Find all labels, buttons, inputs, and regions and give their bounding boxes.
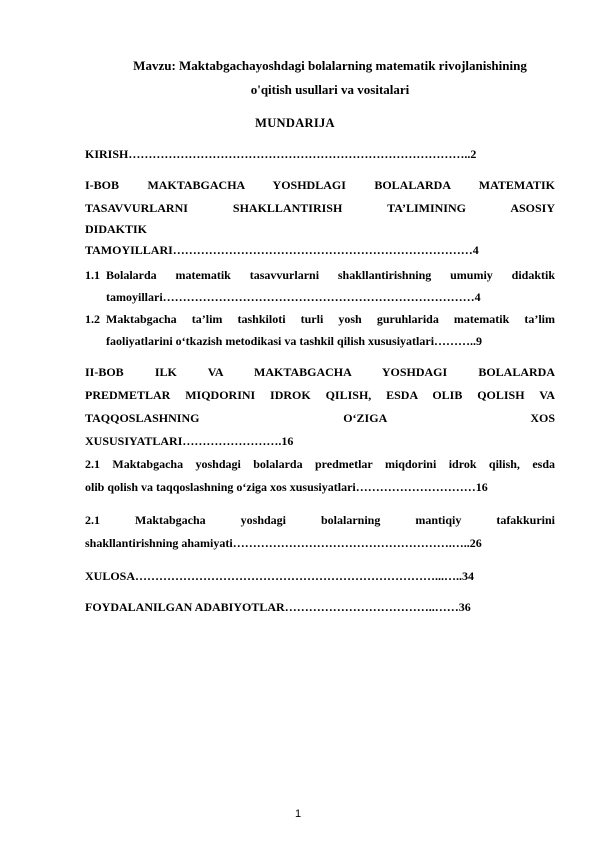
- toc-entry-bibliography: FOYDALANILGAN ADABIYOTLAR………………………………..……36: [85, 600, 471, 614]
- toc-entry-section-1-1-line2: tamoyillari……………………………………………………………………4: [106, 290, 481, 304]
- topic-title-line2: o'qitish usullari va vositalari: [250, 82, 410, 97]
- toc-entry-xulosa: XULOSA…………………………………………………………………...…..34: [85, 569, 475, 583]
- toc-entry-section-1-1-line1: Bolalarda matematik tasavvurlarni shakllantirishning umumiy didaktik: [106, 268, 555, 282]
- toc-entry-chapter2-line4: XUSUSIYATLARI…………………….16: [85, 434, 294, 448]
- topic-title-line1: Mavzu: Maktabgachayoshdagi bolalarning matematik rivojlanishining: [133, 58, 527, 73]
- toc-entry-kirish: KIRISH…………………………………………………………………………..2: [85, 147, 477, 161]
- toc-entry-section-2-2-line2: shakllantirishning ahamiyati……………………………………………….…..26: [85, 536, 482, 550]
- toc-entry-section-2-2-line1: 2.1 Maktabgacha yoshdagi bolalarning mantiqiy tafakkurini: [85, 513, 555, 527]
- toc-section-number: 1.1: [85, 268, 100, 282]
- toc-entry-chapter2-line2: PREDMETLAR MIQDORINI IDROK QILISH, ESDA OLIB QOLISH VA: [85, 388, 555, 402]
- toc-entry-chapter1-line3: DIDAKTIK: [85, 222, 148, 236]
- toc-entry-section-1-2-line2: faoliyatlarini o‘tkazish metodikasi va tashkil qilish xususiyatlari………..9: [106, 334, 483, 348]
- toc-entry-section-2-1-line2: olib qolish va taqqoslashning o‘ziga xos xususiyatlari…………………………16: [85, 480, 488, 494]
- toc-entry-chapter1-line2: TASAVVURLARNI SHAKLLANTIRISH TA’LIMINING ASOSIY: [85, 201, 555, 215]
- toc-section-number: 1.2: [85, 312, 100, 326]
- toc-entry-section-1-2-line1: Maktabgacha ta’lim tashkiloti turli yosh guruhlarida matematik ta’lim: [106, 312, 555, 326]
- toc-entry-chapter1-line4: TAMOYILLARI…………………………………………………………………4: [85, 243, 479, 257]
- toc-entry-section-2-1-line1: 2.1 Maktabgacha yoshdagi bolalarda predmetlar miqdorini idrok qilish, esda: [85, 457, 555, 471]
- page-number: 1: [294, 808, 302, 820]
- toc-entry-chapter2-line3: TAQQOSLASHNING O‘ZIGA XOS: [85, 411, 555, 425]
- toc-entry-chapter1-line1: I-BOB MAKTABGACHA YOSHDLAGI BOLALARDA MATEMATIK: [85, 178, 555, 192]
- toc-entry-chapter2-line1: II-BOB ILK VA MAKTABGACHA YOSHDAGI BOLALARDA: [85, 365, 555, 379]
- contents-heading: MUNDARIJA: [255, 116, 335, 130]
